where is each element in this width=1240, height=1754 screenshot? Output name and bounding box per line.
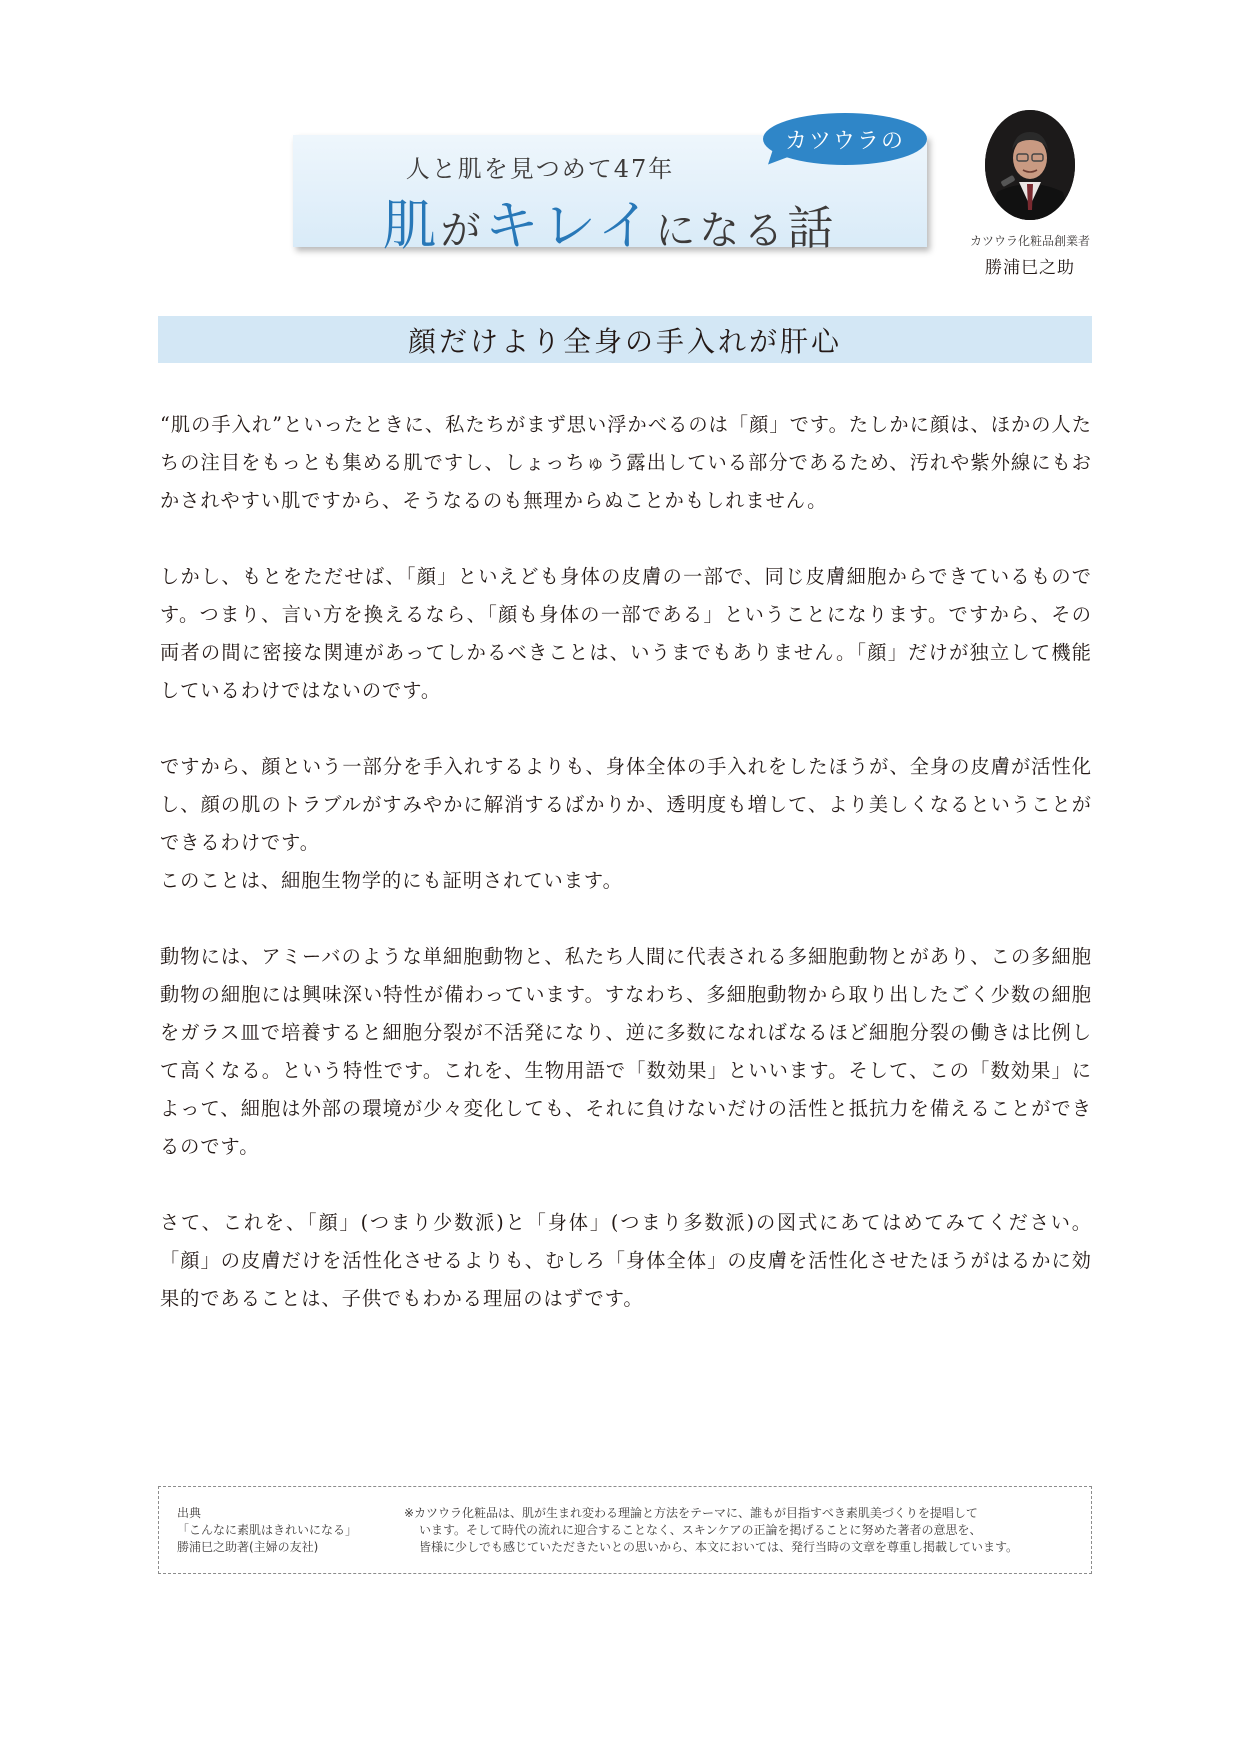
banner-title-part: が [440, 208, 485, 254]
banner-subtitle: 人と肌を見つめて47年 [405, 155, 675, 183]
source-author: 勝浦巳之助著(主婦の友社) [177, 1540, 319, 1554]
author-role: カツウラ化粧品創業者 [969, 234, 1090, 248]
article-paragraph: さて、これを、「顔」(つまり少数派)と「身体」(つまり多数派)の図式にあてはめてみてください。「顔」の皮膚だけを活性化させるよりも、むしろ「身体全体」の皮膚を活性化させたほうがはるかに効果的であることは、子供でもわかる理屈のはずです。 [160, 1211, 1092, 1310]
article-body [160, 406, 1092, 1356]
banner-title-part: 肌 [382, 194, 441, 257]
banner-title-part: 話 [787, 201, 838, 255]
article-paragraph: “肌の手入れ”といったときに、私たちがまず思い浮かべるのは「顔」です。たしかに顔は、ほかの人たちの注目をもっとも集める肌ですし、しょっちゅう露出している部分であるため、汚れや紫外線にもおかされやすい肌ですから、そうなるのも無理からぬことかもしれません。 [160, 413, 1092, 512]
source-footer [158, 1486, 1092, 1574]
note-line: ※カツウラ化粧品は、肌が生まれ変わる理論と方法をテーマに、誰もが目指すべき素肌美づくりを提唱して [404, 1506, 978, 1520]
author-photo-icon [985, 110, 1075, 220]
article-paragraph: このことは、細胞生物学的にも証明されています。 [160, 869, 623, 892]
speech-bubble: カツウラの [763, 113, 927, 165]
article-paragraph: 動物には、アミーバのような単細胞動物と、私たち人間に代表される多細胞動物とがあり、この多細胞動物の細胞には興味深い特性が備わっています。すなわち、多細胞動物から取り出したごく少数の細胞をガラス皿で培養すると細胞分裂が不活発になり、逆に多数になればなるほど細胞分裂の働きは比例して高くなる。という特性です。これを、生物用語で「数効果」といいます。そして、この「数効果」によって、細胞は外部の環境が少々変化しても、それに負けないだけの活性と抵抗力を備えることができるのです。 [160, 945, 1092, 1158]
banner-title [293, 183, 927, 260]
author-portrait [985, 110, 1075, 220]
article-paragraph: しかし、もとをただせば、「顔」といえども身体の皮膚の一部で、同じ皮膚細胞からできているものです。つまり、言い方を換えるなら、「顔も身体の一部である」ということになります。ですから、その両者の間に密接な関連があってしかるべきことは、いうまでもありません。「顔」だけが独立して機能しているわけではないのです。 [160, 565, 1092, 702]
source-book: 「こんなに素肌はきれいになる」 [177, 1523, 358, 1537]
author-name: 勝浦巳之助 [985, 258, 1075, 278]
article-title: 顔だけより全身の手入れが肝心 [158, 316, 1092, 363]
banner-title-part: キレイ [484, 194, 656, 257]
source-label: 出典 [177, 1506, 202, 1520]
source-citation [177, 1505, 387, 1556]
banner-title-part: になる [655, 208, 788, 254]
article-paragraph: ですから、顔という一部分を手入れするよりも、身体全体の手入れをしたほうが、全身の皮膚が活性化し、顔の肌のトラブルがすみやかに解消するばかりか、透明度も増して、より美しくなるということができるわけです。 [160, 755, 1092, 854]
publisher-note [404, 1505, 1084, 1556]
note-line: 皆様に少しでも感じていただきたいとの思いから、本文においては、発行当時の文章を尊重し掲載しています。 [419, 1540, 1019, 1554]
note-line: います。そして時代の流れに迎合することなく、スキンケアの正論を掲げることに努めた著者の意思を、 [419, 1523, 982, 1537]
